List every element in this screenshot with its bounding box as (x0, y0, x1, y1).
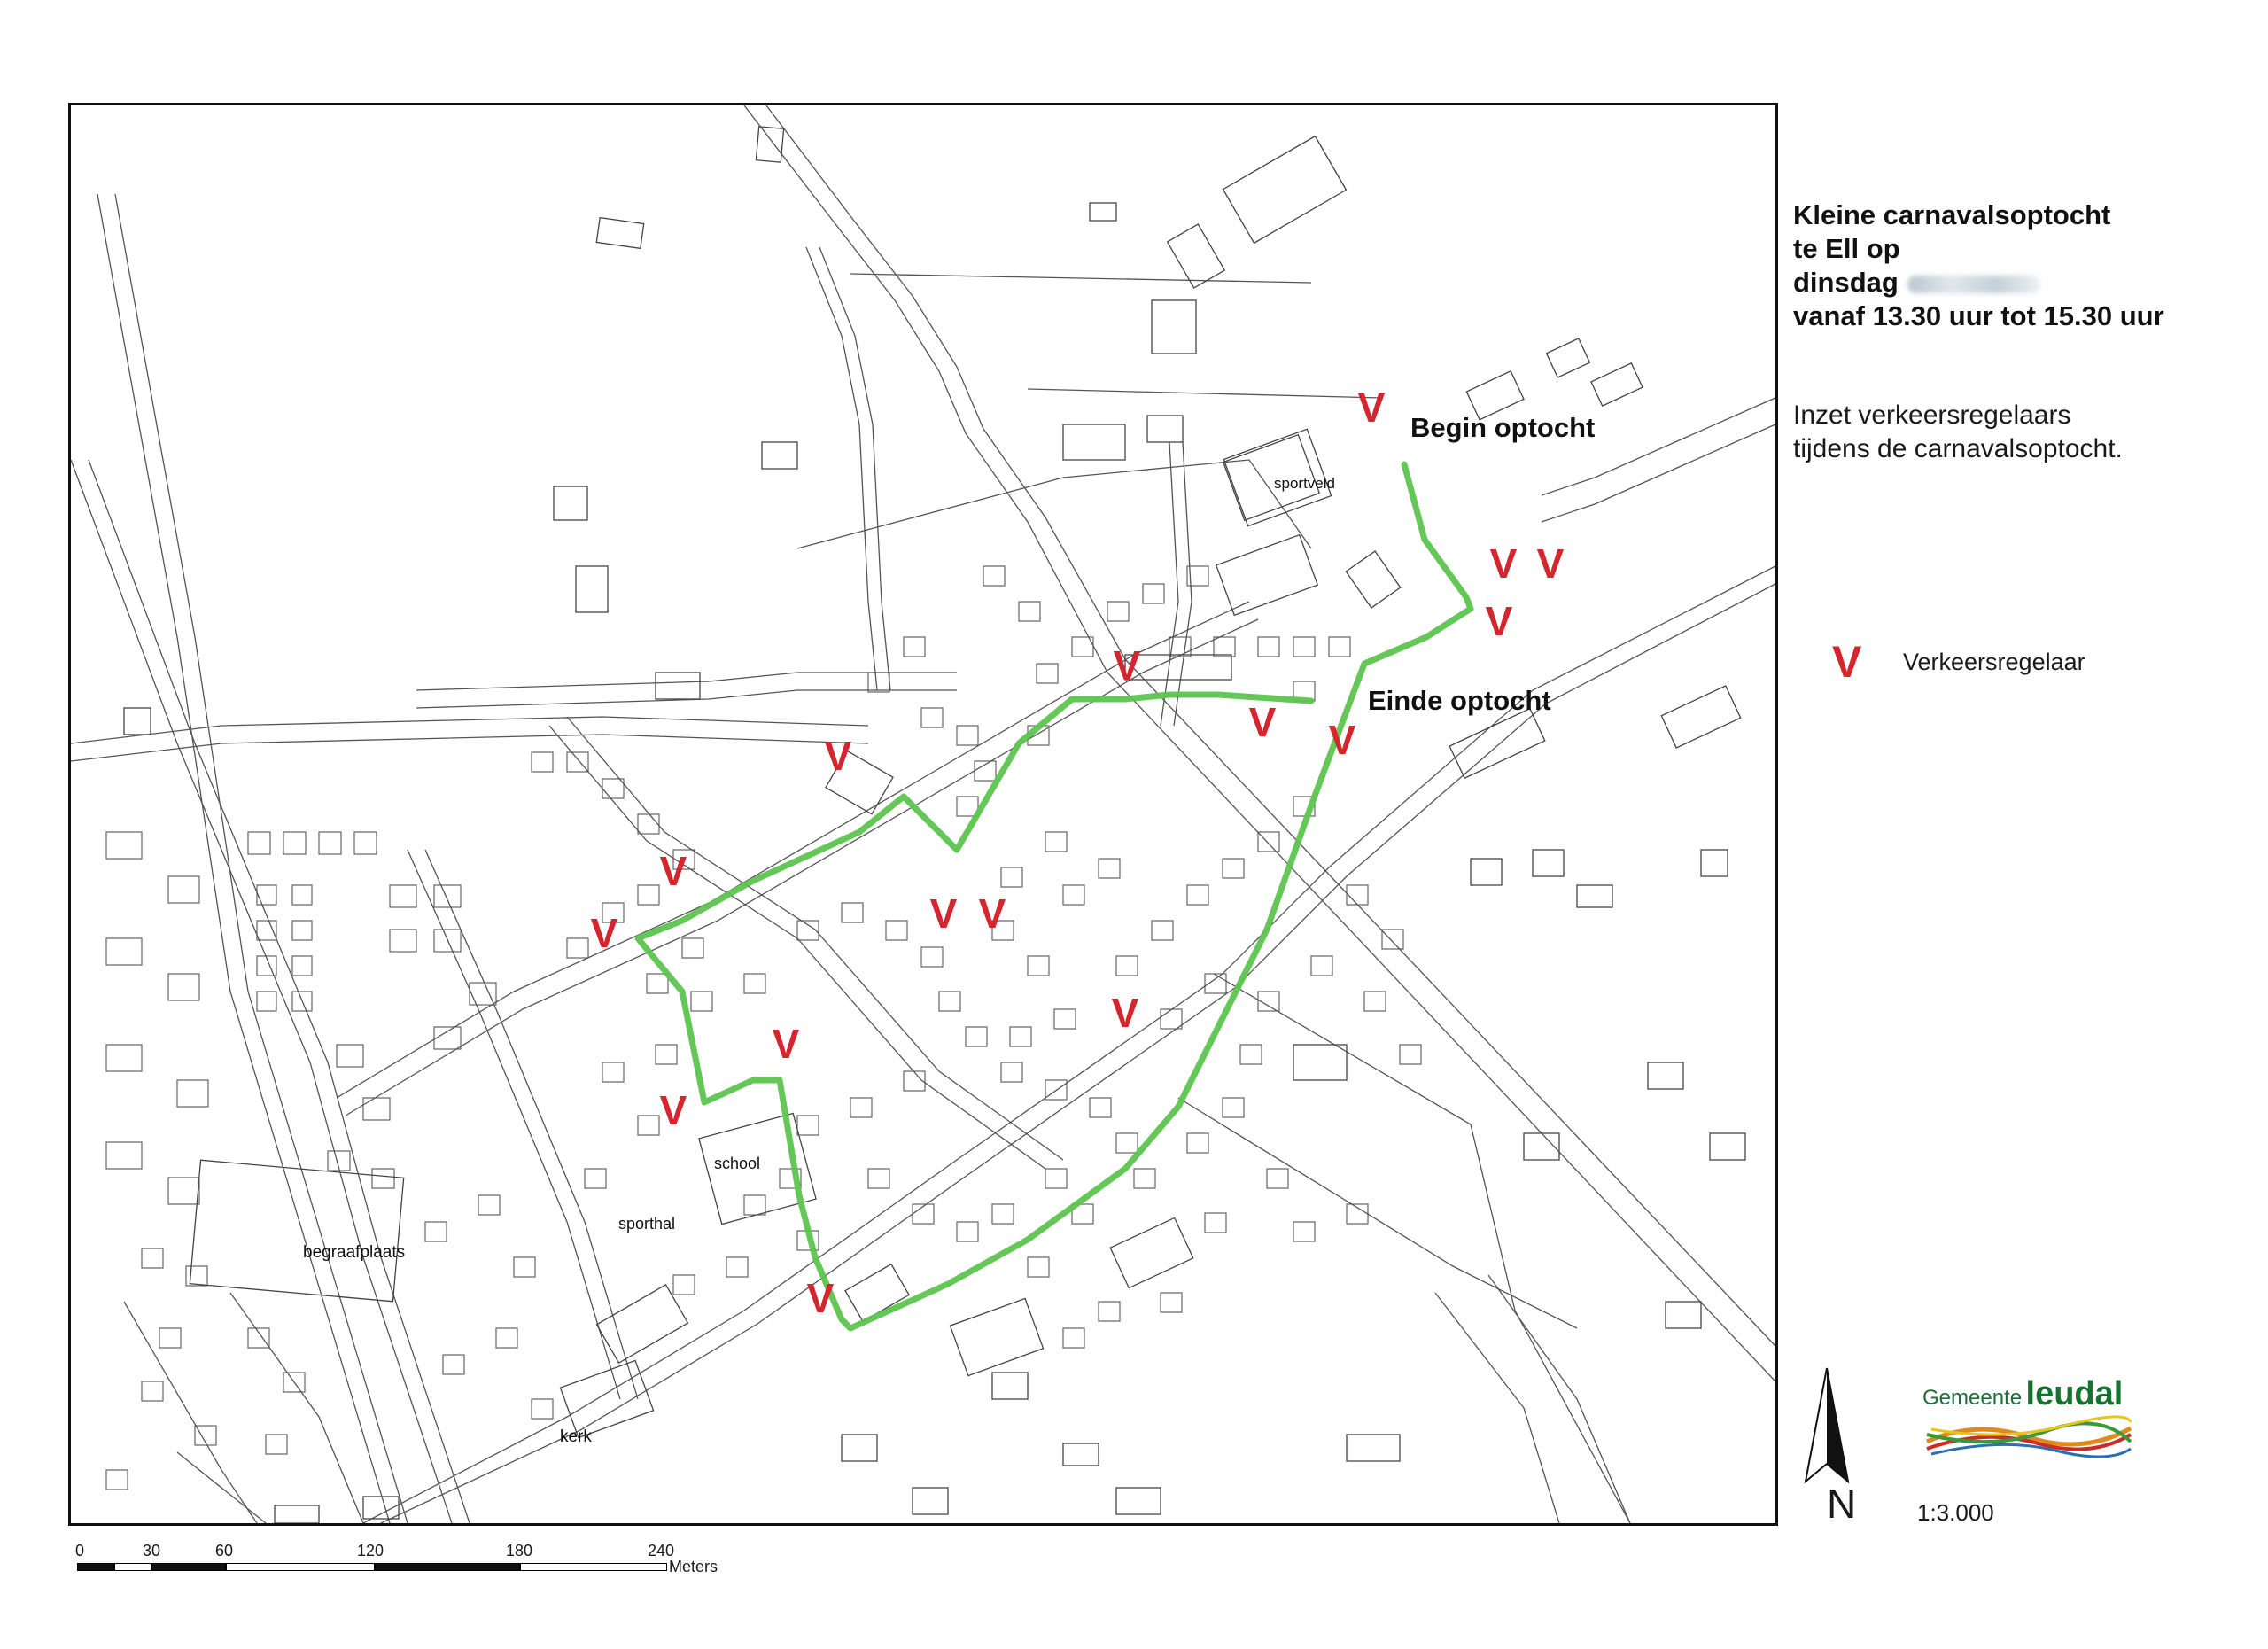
marker-v-center2: V (978, 891, 1006, 937)
gemeente-leudal-logo (1922, 1375, 2135, 1455)
marker-v-southwest: V (659, 1087, 687, 1133)
scale-ratio: 1:3.000 (1917, 1499, 1994, 1526)
map-title (1793, 198, 2254, 333)
legend-label: Verkeersregelaar (1903, 648, 2085, 675)
marker-v-south-mid: V (772, 1021, 800, 1067)
map-frame[interactable] (68, 103, 1778, 1526)
redacted-date (1907, 276, 2040, 293)
label-einde-optocht: Einde optocht (1368, 685, 1551, 716)
scale-segment-3 (151, 1563, 226, 1571)
scale-segment-4 (226, 1563, 375, 1571)
label-begin-optocht: Begin optocht (1410, 412, 1596, 443)
scale-tick-120: 120 (357, 1542, 384, 1560)
north-label: N (1827, 1481, 1857, 1527)
scale-segment-6 (520, 1563, 667, 1571)
subtitle-line-1: Inzet verkeersregelaars (1793, 401, 2071, 430)
title-line-2: te Ell op (1793, 233, 1900, 264)
label-kerk: kerk (560, 1427, 592, 1446)
subtitle-line-2: tijdens de carnavalsoptocht. (1793, 434, 2123, 463)
scale-tick-30: 30 (143, 1542, 161, 1560)
marker-v-einde1: V (1248, 699, 1277, 745)
building-blocks (106, 566, 1421, 1490)
title-day-label: dinsdag (1793, 267, 1899, 298)
marker-v-east: V (1485, 598, 1513, 644)
marker-v-mid-north: V (824, 733, 852, 779)
scale-bar (75, 1542, 718, 1595)
label-begraafplaats: begraafplaats (303, 1243, 406, 1262)
marker-v-west2: V (590, 910, 618, 956)
logo-name: leudal (2025, 1375, 2124, 1412)
marker-v-einde2: V (1328, 717, 1356, 763)
scale-segment-2 (114, 1563, 151, 1571)
scale-segment-1 (77, 1563, 114, 1571)
title-line-1: Kleine carnavalsoptocht (1793, 199, 2111, 230)
legend (1832, 637, 2085, 687)
scale-tick-0: 0 (75, 1542, 85, 1560)
label-sporthal: sporthal (618, 1215, 676, 1233)
marker-v-center1: V (929, 891, 958, 937)
scale-unit: Meters (669, 1558, 718, 1575)
marker-v-north: V (1113, 642, 1141, 688)
scale-tick-240: 240 (648, 1542, 675, 1560)
label-school: school (714, 1155, 761, 1172)
map-subtitle (1793, 399, 2123, 466)
marker-v-ne1: V (1489, 541, 1518, 587)
legend-marker-symbol: V (1832, 637, 1862, 687)
marker-v-begin: V (1357, 385, 1386, 431)
scale-tick-180: 180 (506, 1542, 533, 1560)
marker-v-south: V (806, 1275, 835, 1321)
logo-swoosh-icon (1922, 1415, 2135, 1459)
title-line-3 (1793, 266, 2254, 299)
label-sportveld: sportveld (1274, 475, 1335, 492)
marker-v-west1: V (659, 848, 687, 894)
map-canvas (71, 105, 1775, 1523)
logo-prefix: Gemeente (1922, 1386, 2023, 1410)
scale-segment-5 (375, 1563, 520, 1571)
marker-v-southeast: V (1111, 990, 1139, 1036)
marker-v-ne2: V (1536, 541, 1565, 587)
title-line-4: vanaf 13.30 uur tot 15.30 uur (1793, 300, 2164, 331)
scale-tick-60: 60 (215, 1542, 234, 1560)
